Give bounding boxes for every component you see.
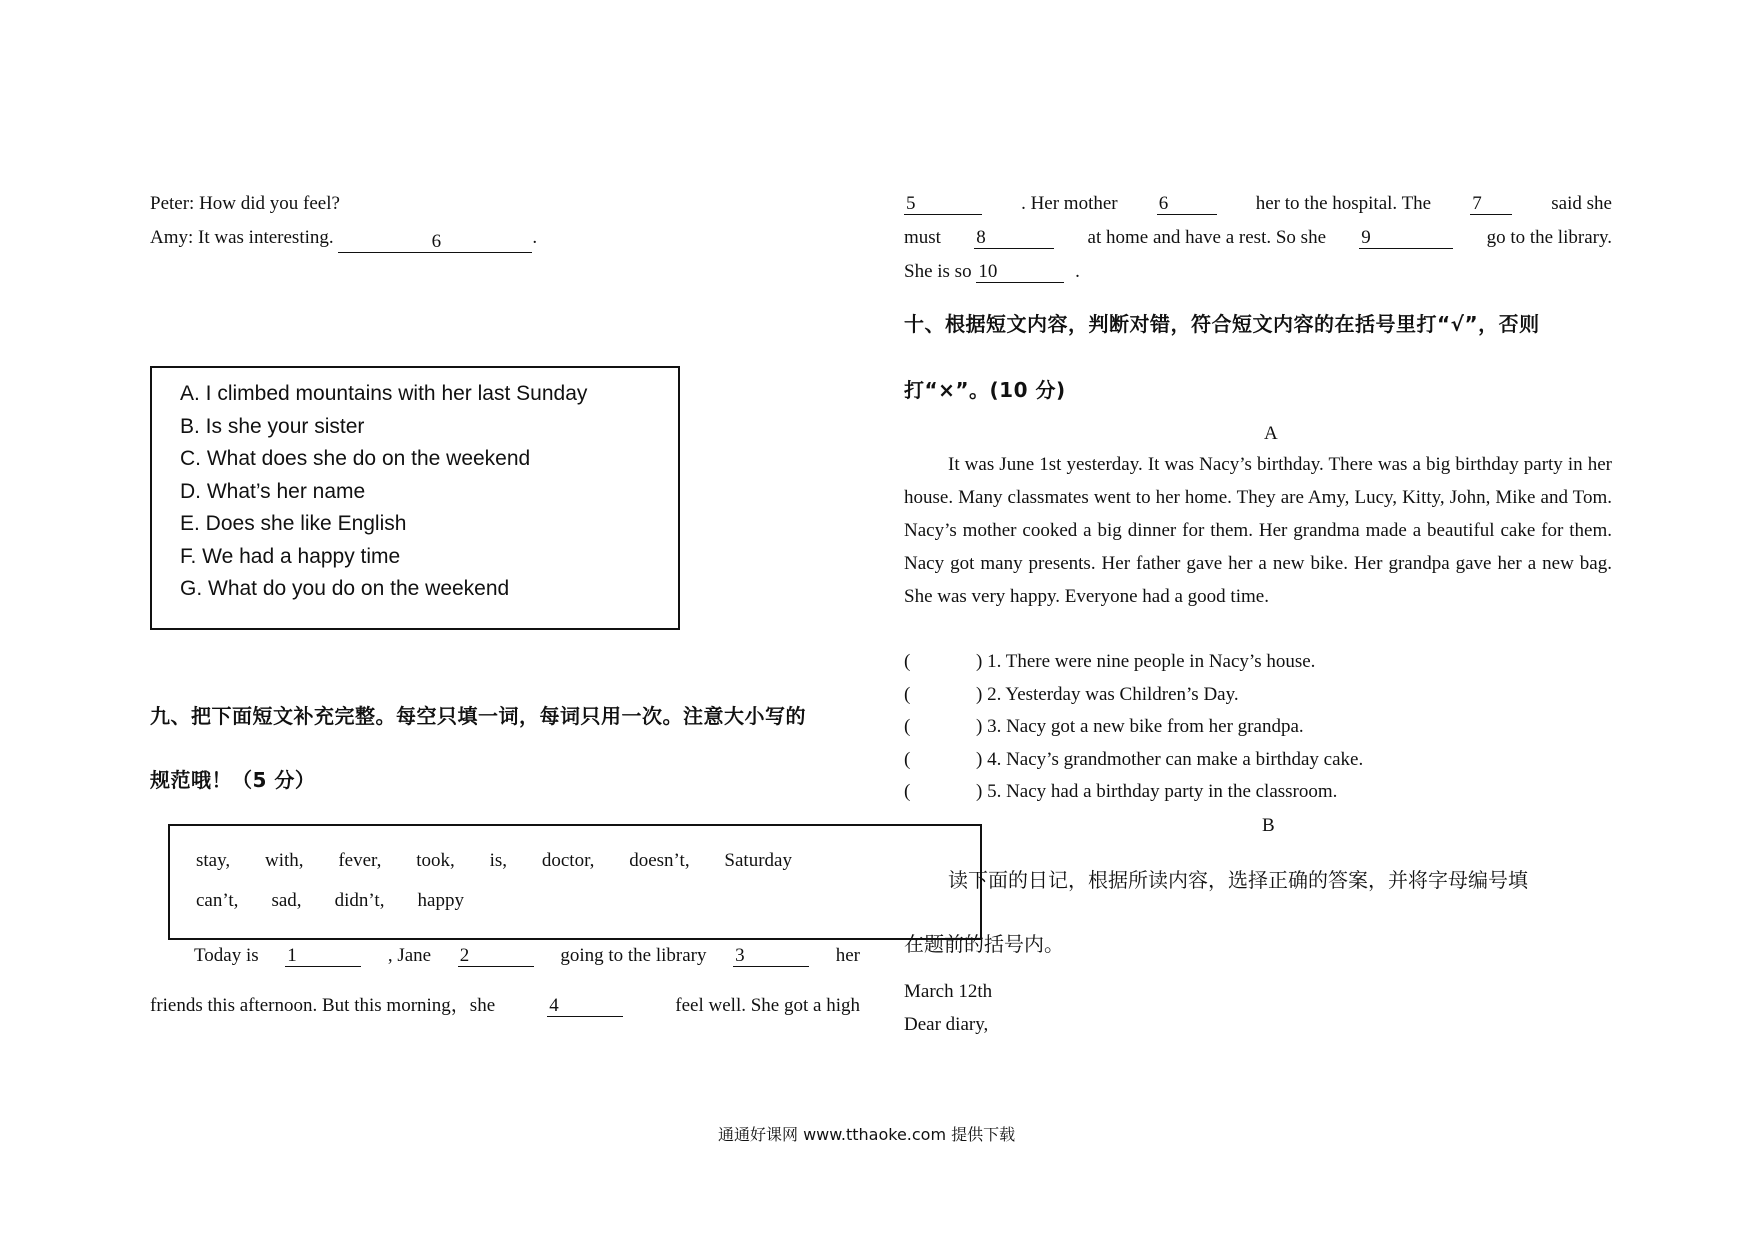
- word-bank-row1: [196, 850, 792, 872]
- question-item: [904, 650, 1612, 683]
- answer-paren[interactable]: (: [904, 716, 911, 737]
- option-item: F. We had a happy time: [180, 544, 401, 568]
- p4-text-a: must: [904, 227, 941, 248]
- answer-blank-3[interactable]: 3: [733, 946, 809, 967]
- word-bank-row2: [196, 890, 464, 912]
- p1-text-a: Today is: [194, 945, 259, 966]
- p2-text-c: feel well. She got a high: [675, 995, 860, 1016]
- word-bank-word: doctor,: [541, 850, 595, 871]
- p3-text-a: . Her mother: [1021, 193, 1118, 214]
- p5-text-c: .: [1075, 261, 1080, 282]
- answer-blank-10[interactable]: 10: [976, 262, 1064, 283]
- p2-text-a: friends this afternoon. But this morning，she: [150, 995, 496, 1016]
- passage-b-instruction-line2: 在题前的括号内。: [904, 932, 1064, 956]
- diary-date: March 12th: [904, 981, 993, 1002]
- passage9-line2: [150, 994, 860, 1018]
- passage-a-text: It was June 1st yesterday. It was Nacy’s birthday. There was a big birthday party in her house. Many classmates went to her home. They are Amy, Lucy, Kitty, John, Mike and Tom. Nacy’s mother cooked a big dinner for them. Her grandma made a beautiful cake for them. Nacy got many presents. Her father gave her a new bike. Her grandpa gave her a new bag. She was very happy. Everyone had a good time.: [904, 454, 1612, 607]
- passage-a-label: A: [1264, 423, 1278, 444]
- answer-blank-6b[interactable]: 6: [1157, 194, 1217, 215]
- p1-text-c: , Jane: [387, 945, 432, 966]
- answer-blank-2[interactable]: 2: [458, 946, 534, 967]
- section9-heading-line1: 九、把下面短文补充完整。每空只填一词，每词只用一次。注意大小写的: [150, 704, 806, 728]
- answer-paren[interactable]: (: [904, 748, 911, 770]
- question-text: ) 5. Nacy had a birthday party in the classroom.: [976, 781, 1338, 802]
- word-bank-word: doesn’t,: [629, 850, 690, 871]
- answer-blank-5[interactable]: 5: [904, 194, 982, 215]
- question-item: [904, 715, 1612, 748]
- question-item: [904, 748, 1612, 781]
- blank-number: 6: [431, 231, 442, 252]
- question-text: ) 2. Yesterday was Children’s Day.: [976, 683, 1239, 705]
- p5-text-a: She is so: [904, 261, 972, 282]
- word-bank-word: sad,: [271, 890, 302, 911]
- dialogue-peter-line: Peter: How did you feel?: [150, 193, 340, 214]
- passage9-line1: [150, 944, 860, 968]
- question-text: ) 1. There were nine people in Nacy’s house.: [976, 651, 1316, 672]
- answer-blank-9[interactable]: 9: [1359, 228, 1453, 249]
- answer-blank-1[interactable]: 1: [285, 946, 361, 967]
- word-bank-word: Saturday: [724, 850, 792, 871]
- p1-text-d: going to the library: [560, 945, 707, 966]
- p3-text-c: her to the hospital. The: [1255, 193, 1432, 214]
- passage9-line5: [904, 260, 1080, 284]
- word-bank-word: happy: [417, 890, 464, 911]
- amy-line-text: Amy: It was interesting.: [150, 227, 334, 248]
- section10-heading-line1: 十、根据短文内容，判断对错，符合短文内容的在括号里打“√”，否则: [904, 312, 1540, 336]
- judgement-questions: [904, 650, 1612, 813]
- page-footer: 通通好课网 www.tthaoke.com 提供下载: [718, 1125, 1016, 1144]
- option-item: B. Is she your sister: [180, 414, 365, 438]
- question-item: [904, 683, 1612, 716]
- word-bank-word: fever,: [338, 850, 382, 871]
- answer-blank-7[interactable]: 7: [1470, 194, 1512, 215]
- word-bank-word: didn’t,: [334, 890, 385, 911]
- passage9-line3: [904, 192, 1612, 216]
- option-item: C. What does she do on the weekend: [180, 447, 531, 470]
- p4-text-d: go to the library.: [1486, 227, 1612, 248]
- question-text: ) 3. Nacy got a new bike from her grandpa.: [976, 716, 1304, 737]
- passage-b-instruction-line1: 读下面的日记，根据所读内容，选择正确的答案，并将字母编号填: [948, 868, 1528, 892]
- question-item: [904, 780, 1612, 813]
- options-box: [150, 366, 680, 630]
- p1-text-e: her: [835, 945, 860, 966]
- option-item: G. What do you do on the weekend: [180, 577, 510, 600]
- p3-text-d: said she: [1551, 193, 1612, 214]
- answer-paren[interactable]: (: [904, 683, 911, 705]
- section9-heading-line2: 规范哦！（5 分）: [150, 768, 316, 792]
- option-item: D. What’s her name: [180, 479, 366, 503]
- passage9-line4: [904, 226, 1612, 250]
- word-bank-word: is,: [489, 850, 508, 871]
- answer-blank-4[interactable]: 4: [547, 996, 623, 1017]
- word-bank-word: took,: [416, 850, 455, 871]
- answer-paren[interactable]: (: [904, 651, 911, 672]
- word-bank-word: can’t,: [196, 890, 239, 911]
- option-item: E. Does she like English: [180, 512, 407, 535]
- question-text: ) 4. Nacy’s grandmother can make a birthday cake.: [976, 748, 1364, 770]
- word-bank-box: [168, 824, 982, 940]
- p4-text-c: at home and have a rest. So she: [1087, 227, 1326, 248]
- passage-b-label: B: [1262, 815, 1275, 836]
- answer-blank-8[interactable]: 8: [974, 228, 1054, 249]
- word-bank-word: stay,: [196, 850, 231, 871]
- option-item: A. I climbed mountains with her last Sunday: [180, 382, 588, 405]
- options-list: [180, 378, 587, 606]
- amy-line-end: .: [532, 227, 538, 248]
- diary-greeting: Dear diary,: [904, 1014, 989, 1035]
- answer-paren[interactable]: (: [904, 781, 911, 802]
- section10-heading-line2: 打“×”。(10 分): [904, 378, 1066, 402]
- word-bank-word: with,: [264, 850, 304, 871]
- dialogue-amy-line: [150, 226, 537, 250]
- answer-blank-6[interactable]: [338, 232, 532, 253]
